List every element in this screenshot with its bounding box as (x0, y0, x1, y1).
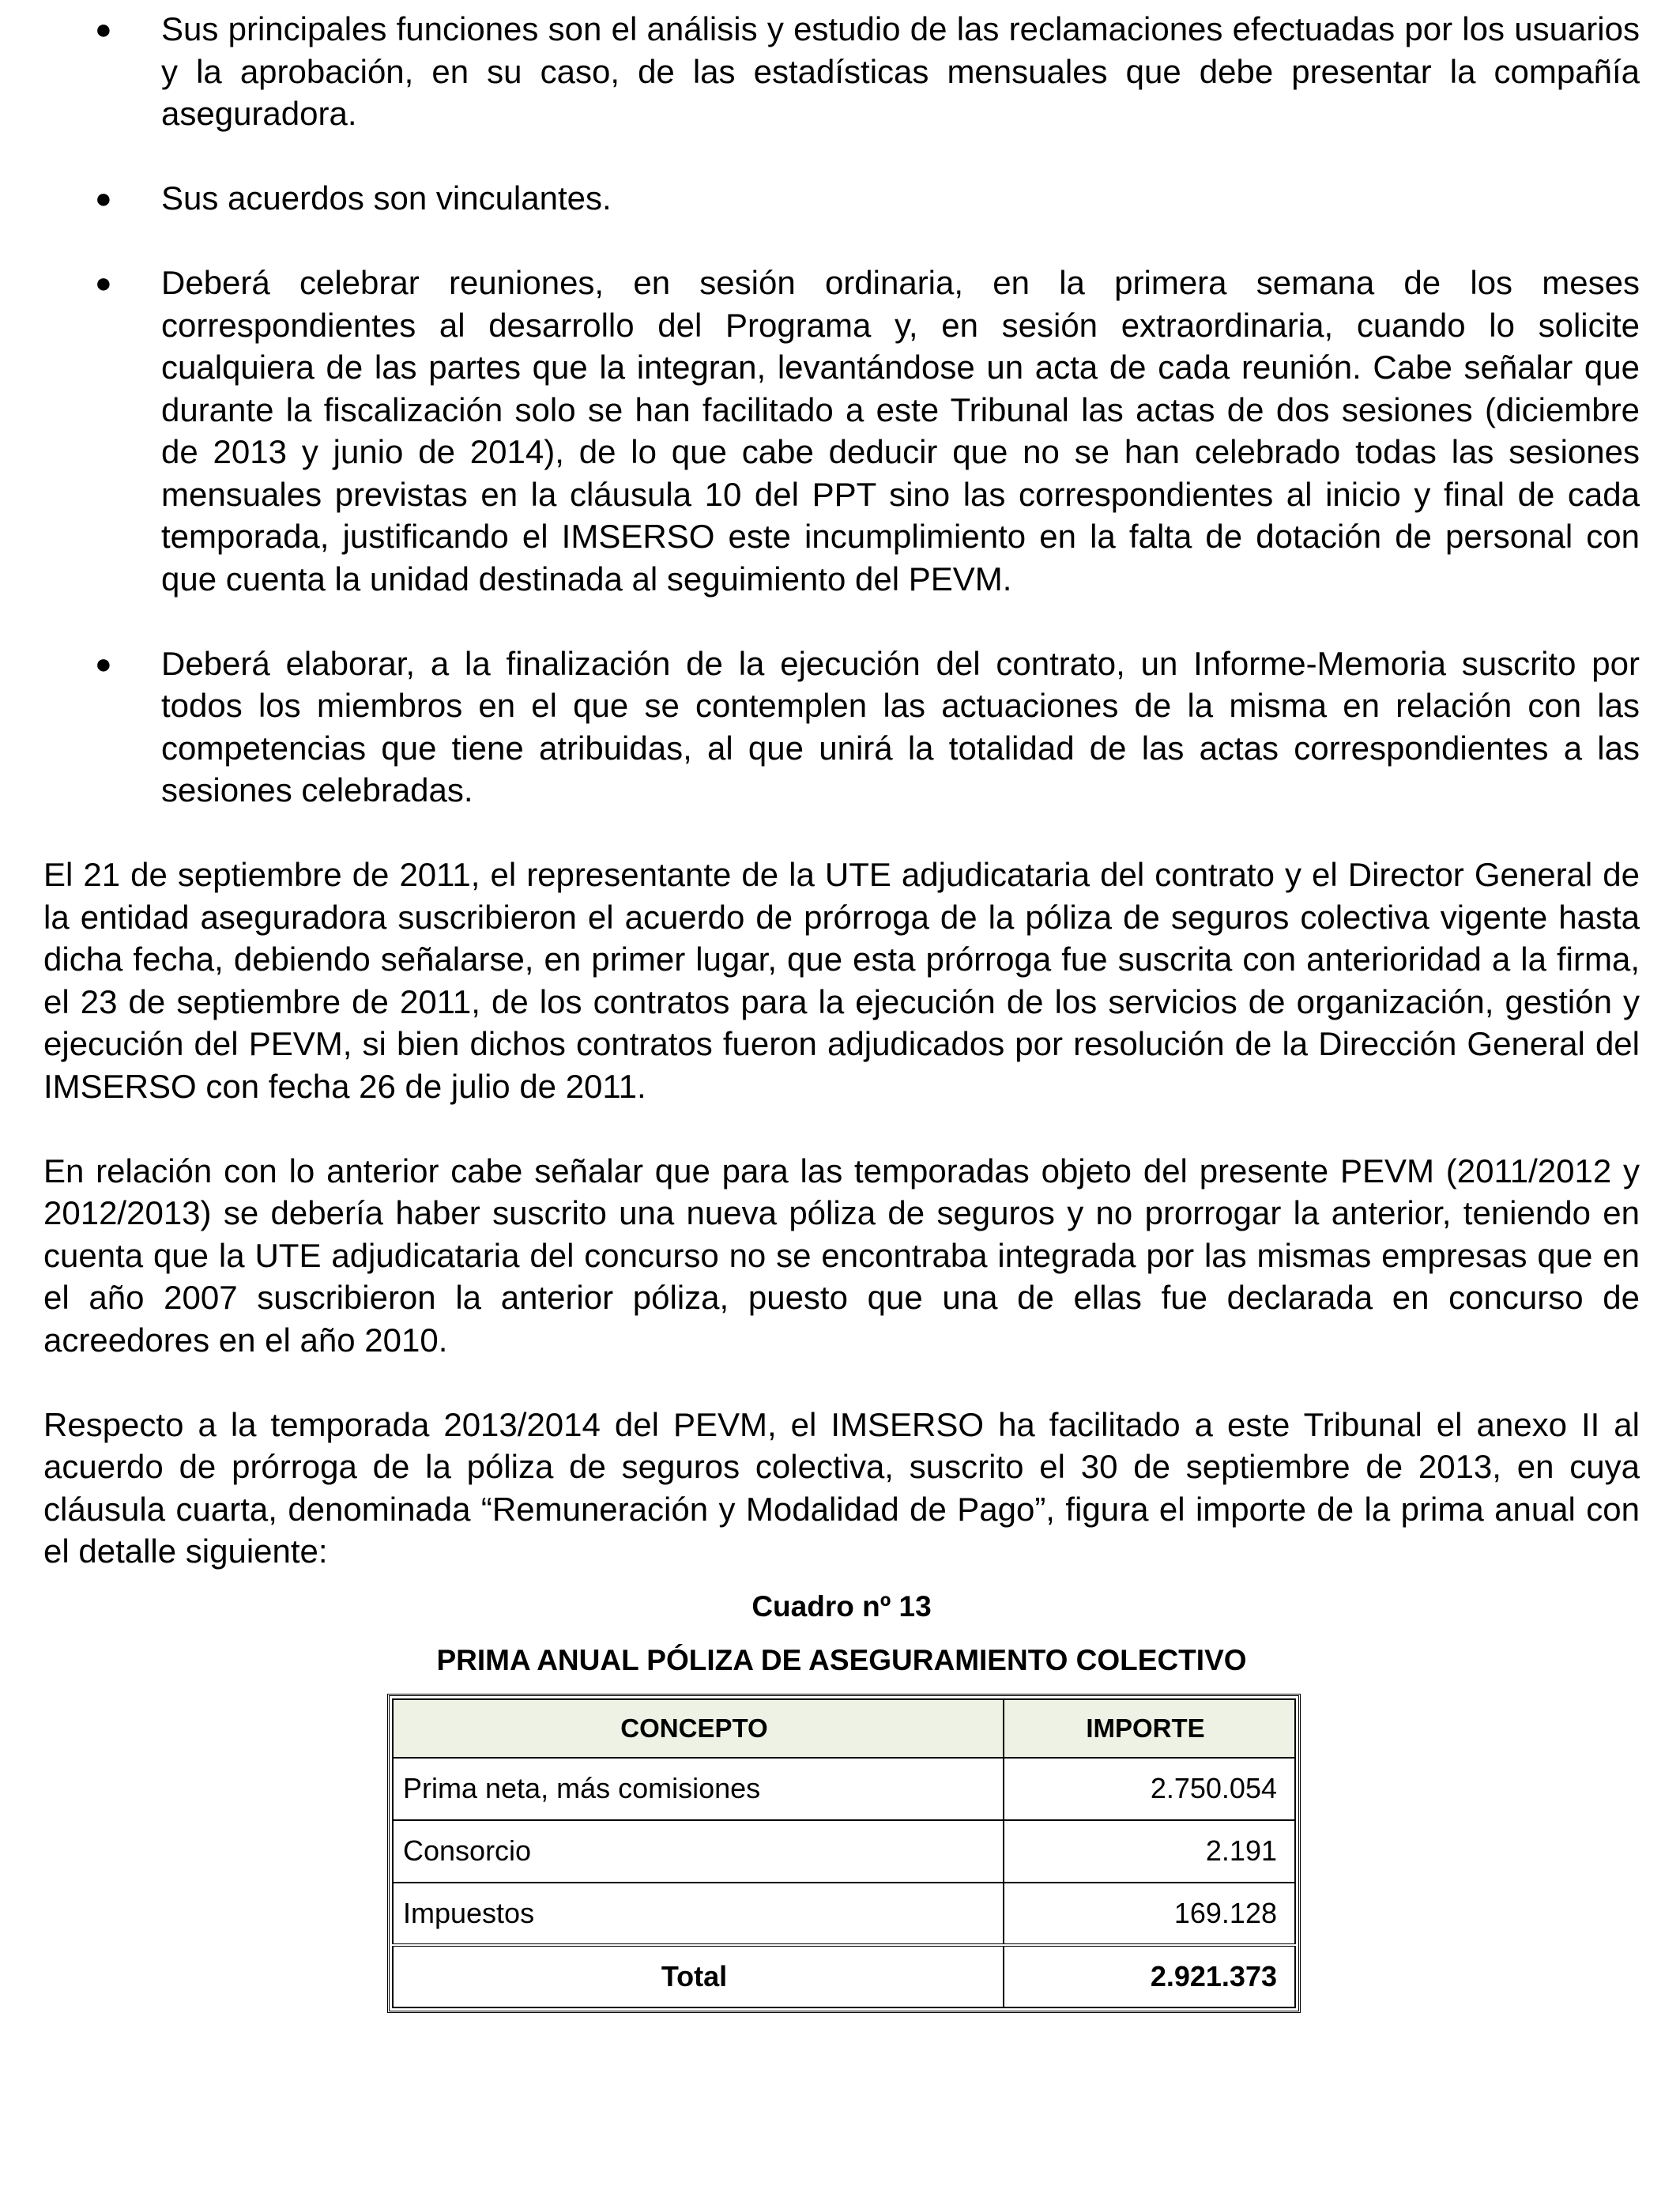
row-concept: Prima neta, más comisiones (393, 1758, 1004, 1820)
premium-table (392, 1698, 1296, 2008)
bullet-item (43, 177, 1640, 220)
spacer (43, 1361, 1640, 1404)
spacer (43, 600, 1640, 643)
table-row (393, 1820, 1295, 1883)
table-row (393, 1883, 1295, 1945)
row-amount: 2.750.054 (1004, 1758, 1295, 1820)
bullet-item (43, 262, 1640, 600)
bullet-dot-icon: ● (95, 182, 112, 214)
body-paragraph: Respecto a la temporada 2013/2014 del PEVM, el IMSERSO ha facilitado a este Tribunal el anexo II al acuerdo de prórroga de la póliza de seguros colectiva, suscrito el 30 de septiembre de 2013, en cuya cláusula cuarta, denominada “Remuneración y Modalidad de Pago”, figura el importe de la prima anual con el detalle siguiente: (43, 1405, 1640, 1570)
spacer (43, 812, 1640, 854)
total-amount: 2.921.373 (1004, 1945, 1295, 2007)
table-caption-title: PRIMA ANUAL PÓLIZA DE ASEGURAMIENTO COLECTIVO (436, 1643, 1247, 1676)
body-paragraph: El 21 de septiembre de 2011, el representante de la UTE adjudicataria del contrato y el Director General de la entidad aseguradora suscribieron el acuerdo de prórroga de la póliza de seguros colectiva vigente hasta dicha fecha, debiendo señalarse, en primer lugar, que esta prórroga fue suscrita con anterioridad a la firma, el 23 de septiembre de 2011, de los contratos para la ejecución de los servicios de organización, gestión y ejecución del PEVM, si bien dichos contratos fueron adjudicados por resolución de la Dirección General del IMSERSO con fecha 26 de julio de 2011. (43, 856, 1640, 1105)
bullet-text: Sus acuerdos son vinculantes. (161, 179, 612, 217)
table-header-row (393, 1699, 1295, 1758)
total-label: Total (393, 1945, 1004, 2007)
document-page (43, 8, 1640, 2013)
spacer (43, 220, 1640, 262)
bullet-dot-icon: ● (95, 266, 112, 299)
bullet-dot-icon: ● (95, 13, 112, 45)
bullet-item (43, 8, 1640, 135)
body-paragraph: En relación con lo anterior cabe señalar que para las temporadas objeto del presente PEVM (2011/2012 y 2012/2013) se debería haber suscrito una nueva póliza de seguros y no prorrogar la anterior, teniendo en cuenta que la UTE adjudicataria del concurso no se encontraba integrada por las mismas empresas que en el año 2007 suscribieron la anterior póliza, puesto que una de ellas fue declarada en concurso de acreedores en el año 2010. (43, 1152, 1640, 1359)
row-concept: Impuestos (393, 1883, 1004, 1945)
row-amount: 169.128 (1004, 1883, 1295, 1945)
bullet-item (43, 643, 1640, 812)
table-caption-number: Cuadro nº 13 (751, 1589, 932, 1623)
bullet-dot-icon: ● (95, 647, 112, 680)
header-amount: IMPORTE (1004, 1699, 1295, 1758)
table-row (393, 1758, 1295, 1820)
spacer (43, 135, 1640, 178)
header-concept: CONCEPTO (393, 1699, 1004, 1758)
bullet-list (43, 8, 1640, 812)
bullet-text: Deberá elaborar, a la finalización de la ejecución del contrato, un Informe-Memoria suscrito por todos los miembros en el que se contemplen las actuaciones de la misma en relación con las competencias que tiene atribuidas, al que unirá la totalidad de las actas correspondientes a las sesiones celebradas. (161, 644, 1640, 809)
table-total-row (393, 1945, 1295, 2007)
bullet-text: Deberá celebrar reuniones, en sesión ordinaria, en la primera semana de los meses correspondientes al desarrollo del Programa y, en sesión extraordinaria, cuando lo solicite cualquiera de las partes que la integran, levantándose un acta de cada reunión. Cabe señalar que durante la fiscalización solo se han facilitado a este Tribunal las actas de dos sesiones (diciembre de 2013 y junio de 2014), de lo que cabe deducir que no se han celebrado todas las sesiones mensuales previstas en la cláusula 10 del PPT sino las correspondientes al inicio y final de cada temporada, justificando el IMSERSO este incumplimiento en la falta de dotación de personal con que cuenta la unidad destinada al seguimiento del PEVM. (161, 264, 1640, 598)
premium-table-frame (387, 1694, 1301, 2013)
spacer (43, 1107, 1640, 1150)
row-concept: Consorcio (393, 1820, 1004, 1883)
row-amount: 2.191 (1004, 1820, 1295, 1883)
bullet-text: Sus principales funciones son el análisis y estudio de las reclamaciones efectuadas por los usuarios y la aprobación, en su caso, de las estadísticas mensuales que debe presentar la compañía aseguradora. (161, 10, 1640, 132)
